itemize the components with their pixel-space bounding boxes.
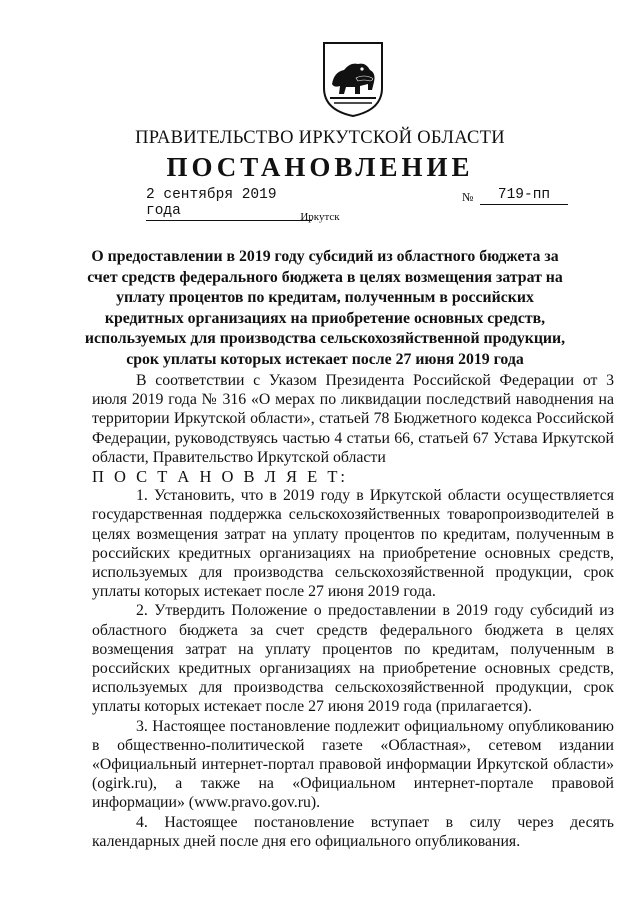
document-title: О предоставлении в 2019 году субсидий из областного бюджета за счет средств федерального бюджета в целях возмещения затрат на уплату процентов по кредитам, полученным в российских кредитных организациях на приобретение основных средств, используемых для производства сельскохозяйственной продукции, срок уплаты которых истекает после 27 июня 2019 года [84,248,566,368]
paragraph-2: 2. Утвердить Положение о предоставлении в 2019 году субсидий из областного бюджета за счет средств федерального бюджета в целях возмещения затрат на уплату процентов по кредитам, полученным в российских кредитных организациях на приобретение основных средств, используемых для производства сельскохозяйственной продукции, срок уплаты которых истекает после 27 июня 2019 года (прилагается). [92,602,614,716]
paragraph-4: 4. Настоящее постановление вступает в силу через десять календарных дней после дня его официального опубликования. [92,813,614,850]
government-name: ПРАВИТЕЛЬСТВО ИРКУТСКОЙ ОБЛАСТИ [135,128,505,148]
city: Иркутск [300,211,340,223]
number-sign: № [462,190,474,204]
paragraph-3: 3. Настоящее постановление подлежит официальному опубликованию в общественно-политической газете «Областная», сетевом издании «Официальный интернет-портал правовой информации Иркутской области» (ogirk.ru), а также на «Официальном интернет-портале правовой информации» (www.pravo.gov.ru). [92,717,614,812]
document-number: 719-пп [480,187,568,205]
irkutsk-coat-of-arms-icon [320,40,386,118]
paragraph-1: 1. Установить, что в 2019 году в Иркутской области осуществляется государственная поддержка сельскохозяйственных товаропроизводителей в целях возмещения затрат на уплату процентов по кредитам, полученным в российских кредитных организациях на приобретение основных средств, используемых для производства сельскохозяйственной продукции, срок уплаты которых истекает после 27 июня 2019 года. [92,487,614,601]
document-body [92,371,614,851]
resolves-heading: П О С Т А Н О В Л Я Е Т: [92,467,348,487]
preamble: В соответствии с Указом Президента Российской Федерации от 3 июля 2019 года № 316 «О мерах по ликвидации последствий наводнения на территории Иркутской области», статьей 78 Бюджетного кодекса Российской Федерации, руководствуясь частью 4 статьи 66, статьей 67 Устава Иркутской области, Правительство Иркутской области [92,372,614,466]
document-date: 2 сентября 2019 года [146,187,312,221]
document-type: ПОСТАНОВЛЕНИЕ [166,152,474,182]
